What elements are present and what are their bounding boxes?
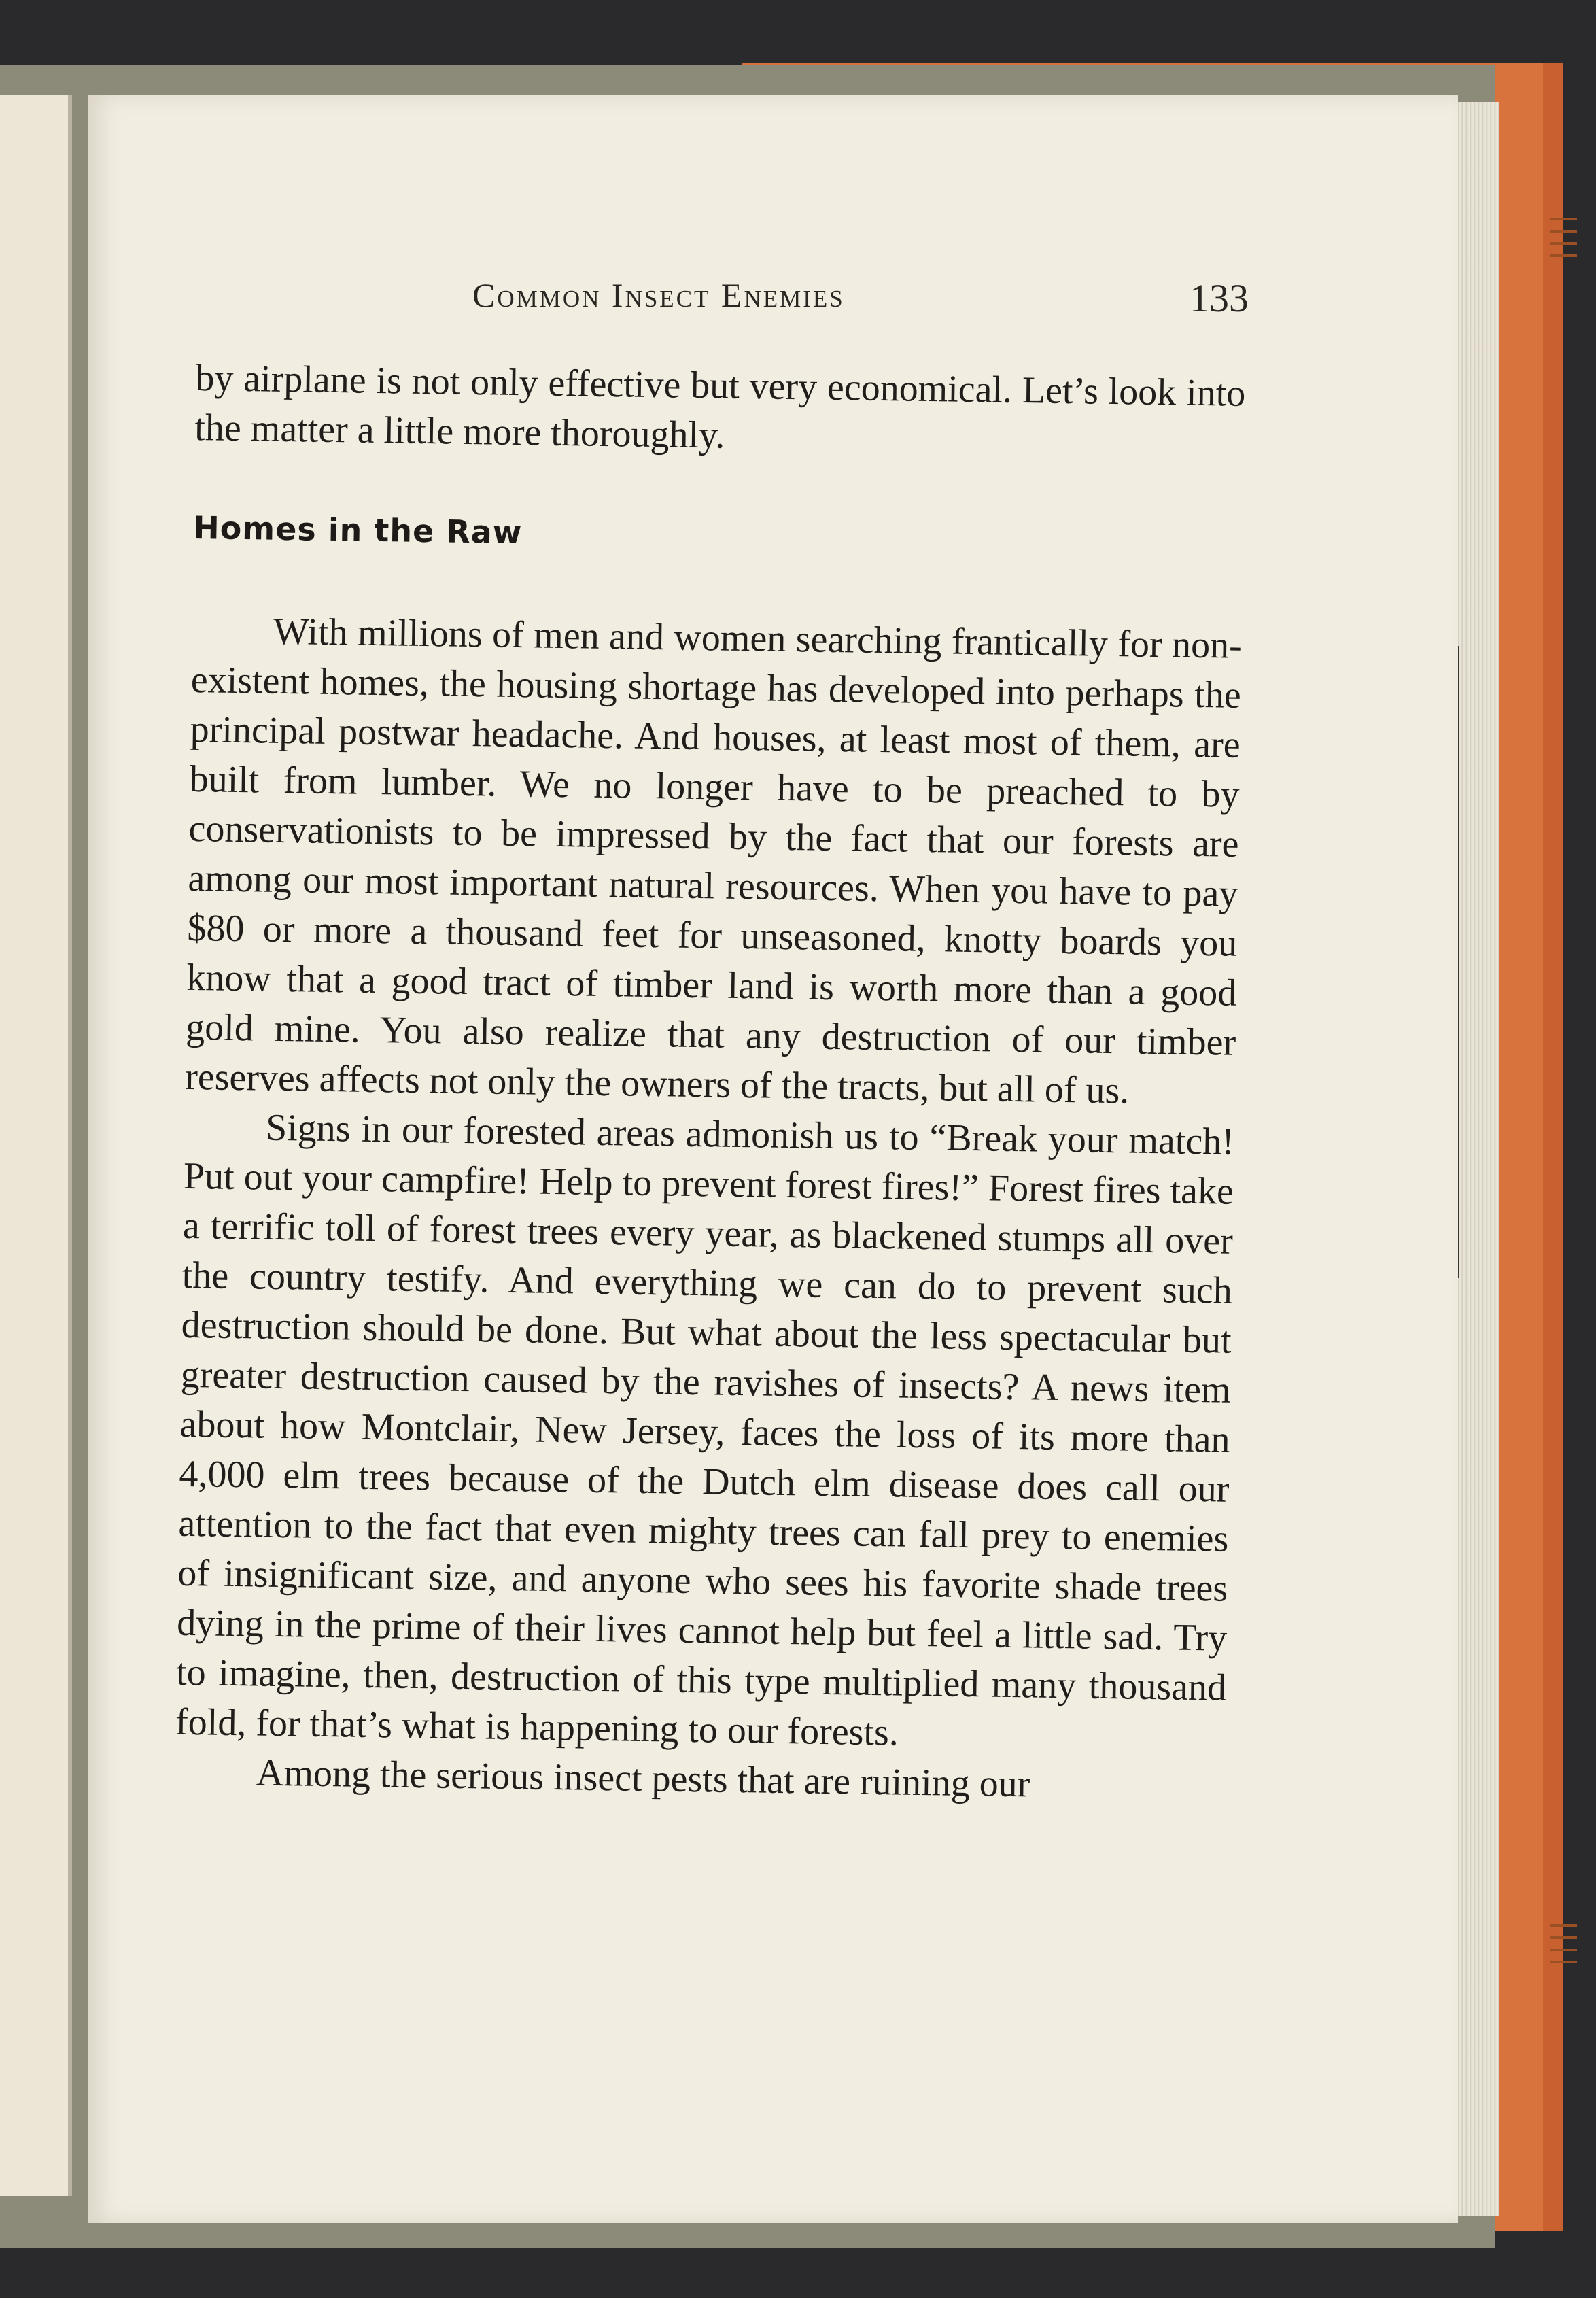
page-number: 133 [1190, 276, 1249, 320]
dust-jacket-edge [1543, 63, 1563, 2231]
left-page-edge [0, 95, 72, 2196]
paragraph-continued: by airplane is not only effective but very economical. Let’s look into the matter a little more thoroughly. [194, 356, 1246, 457]
section-heading: Homes in the Raw [192, 509, 523, 551]
running-head [381, 275, 1387, 323]
paragraph: Signs in our forested areas admonish us to “Break your match! Put out your campfire! Help to prevent forest fires!” Forest fires take a terrific toll of forest trees every year, as blackened stumps all over the country testify. And everything we can do to prevent such destruction should be done. But what about the less spectacular but greater destruction caused by the ravishes of insects? A news item about how Montclair, New Jersey, faces the loss of its more than 4,000 elm trees because of the Dutch elm disease does call our attention to the fact that even mighty trees can fall prey to enemies of insignificant size, and anyone who sees his favorite shade trees dying in the prime of their lives cannot help but feel a little sad. Try to imagine, then, destruction of this type multiplied many thousand fold, for that’s what is happening to our forests. [175, 1106, 1235, 1754]
body-text [175, 354, 1246, 1813]
jacket-stripe-marks-top [1550, 218, 1577, 279]
paragraph: Among the serious insect pests that are ruining our [256, 1751, 1030, 1806]
running-head-title: Common Insect Enemies [472, 276, 845, 314]
jacket-stripe-marks-bottom [1550, 1924, 1577, 1985]
paragraph: With millions of men and women searching frantically for non-existent homes, the housing shortage has developed into perhaps the principal postwar headache. And houses, at least most of them, are built from lumber. We no longer have to be preached to by conservationists to be impressed by the fact that our forests are among our most important natural resources. When you have to pay $80 or more a thousand feet for unseasoned, knotty boards you know that a good tract of timber land is worth more than a good gold mine. You also realize that any destruction of our timber reserves affects not only the owners of the tracts, but all of us. [184, 610, 1243, 1112]
